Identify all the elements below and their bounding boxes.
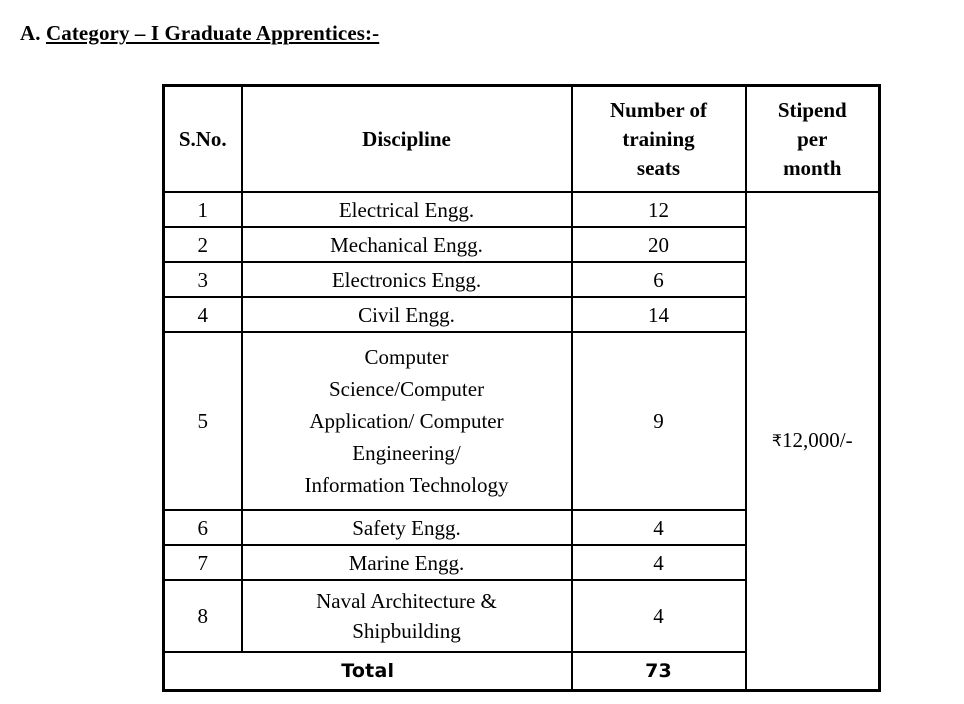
- rupee-icon: ₹: [771, 431, 783, 450]
- cell-discipline: [242, 192, 572, 227]
- cell-seats: 4: [572, 580, 746, 652]
- column-header-sno: S.No.: [164, 86, 242, 193]
- column-header-stipend-line2: per: [797, 126, 828, 151]
- cell-stipend: [746, 192, 880, 691]
- discipline-line: Engineering/: [352, 441, 461, 465]
- cell-sno: 8: [164, 580, 242, 652]
- column-header-seats-line2: training: [622, 126, 695, 151]
- cell-seats: 4: [572, 545, 746, 580]
- page-title-underlined: Category – I Graduate Apprentices:-: [45, 21, 380, 45]
- cell-discipline: [242, 580, 572, 652]
- table-header-row: [164, 86, 880, 193]
- cell-discipline: [242, 510, 572, 545]
- page-title-prefix: A.: [20, 21, 46, 45]
- discipline-line: Electronics Engg.: [331, 267, 482, 292]
- column-header-stipend-line3: month: [783, 155, 842, 180]
- discipline-line: Safety Engg.: [352, 515, 461, 540]
- cell-discipline: [242, 262, 572, 297]
- page-bottom-cutoff-text: [56, 697, 696, 704]
- page-title: [20, 20, 379, 46]
- discipline-line: Shipbuilding: [352, 619, 461, 643]
- cell-sno: 7: [164, 545, 242, 580]
- discipline-line: Mechanical Engg.: [330, 232, 483, 257]
- cell-seats: 6: [572, 262, 746, 297]
- column-header-seats: [572, 86, 746, 193]
- cell-seats: 20: [572, 227, 746, 262]
- discipline-line: Naval Architecture &: [316, 589, 497, 613]
- cell-sno: 6: [164, 510, 242, 545]
- column-header-seats-line3: seats: [636, 155, 681, 180]
- stipend-amount: 12,000/-: [782, 428, 853, 452]
- cell-seats: 4: [572, 510, 746, 545]
- cell-discipline: [242, 297, 572, 332]
- total-label: Total: [164, 652, 572, 691]
- cell-sno: 1: [164, 192, 242, 227]
- discipline-line: Civil Engg.: [358, 302, 455, 327]
- cell-discipline: [242, 332, 572, 510]
- column-header-discipline: Discipline: [242, 86, 572, 193]
- cell-seats: 12: [572, 192, 746, 227]
- cell-sno: 3: [164, 262, 242, 297]
- cell-sno: 5: [164, 332, 242, 510]
- column-header-stipend: [746, 86, 880, 193]
- apprentice-table-container: [162, 84, 878, 692]
- discipline-line: Information Technology: [304, 473, 509, 497]
- graduate-apprentice-seats-table: [162, 84, 881, 692]
- discipline-line: Computer: [364, 345, 449, 369]
- discipline-line: Science/Computer: [328, 377, 485, 401]
- cell-seats: 9: [572, 332, 746, 510]
- total-seats: 73: [572, 652, 746, 691]
- discipline-line: Marine Engg.: [348, 550, 465, 575]
- table-row: [164, 192, 880, 227]
- discipline-line: Electrical Engg.: [338, 197, 475, 222]
- cell-sno: 4: [164, 297, 242, 332]
- discipline-line: Application/ Computer: [309, 409, 504, 433]
- column-header-seats-line1: Number of: [609, 97, 708, 122]
- column-header-stipend-line1: Stipend: [777, 97, 847, 122]
- cell-seats: 14: [572, 297, 746, 332]
- cell-discipline: [242, 227, 572, 262]
- cell-sno: 2: [164, 227, 242, 262]
- cell-discipline: [242, 545, 572, 580]
